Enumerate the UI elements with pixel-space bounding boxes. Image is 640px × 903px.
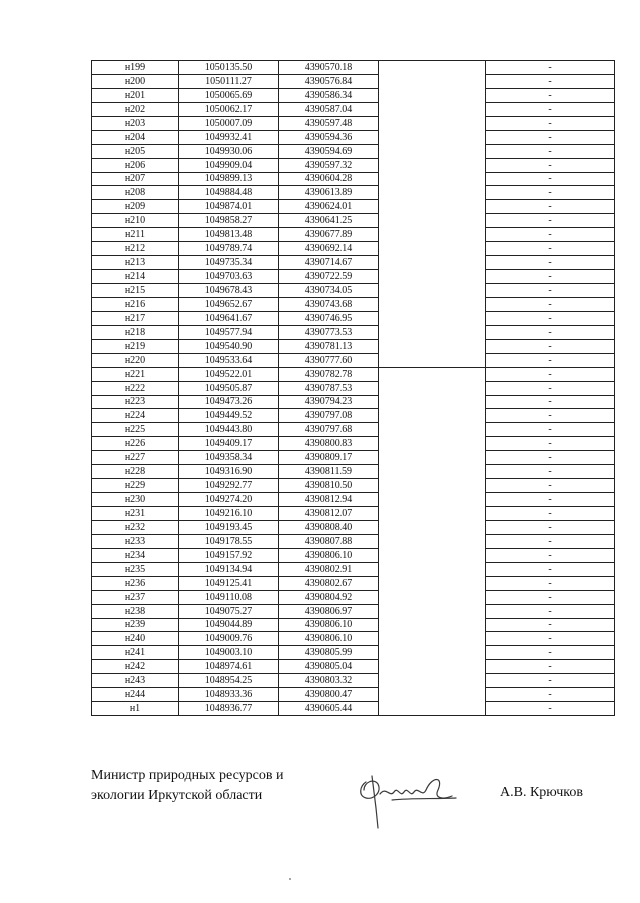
dash-cell: - xyxy=(486,74,615,88)
dash-cell: - xyxy=(486,284,615,298)
y-coordinate-cell: 4390794.23 xyxy=(279,395,379,409)
x-coordinate-cell: 1050007.09 xyxy=(179,116,279,130)
table-row xyxy=(92,702,615,716)
x-coordinate-cell: 1049316.90 xyxy=(179,465,279,479)
dash-cell: - xyxy=(486,437,615,451)
dash-cell: - xyxy=(486,256,615,270)
table-row xyxy=(92,200,615,214)
position-line-2: экологии Иркутской области xyxy=(91,788,263,803)
table-row xyxy=(92,604,615,618)
table-row xyxy=(92,242,615,256)
y-coordinate-cell: 4390605.44 xyxy=(279,702,379,716)
dash-cell: - xyxy=(486,451,615,465)
y-coordinate-cell: 4390781.13 xyxy=(279,339,379,353)
signatory-position xyxy=(91,766,283,806)
signatory-name: А.В. Крючков xyxy=(500,785,583,800)
empty-cell xyxy=(379,325,486,339)
empty-cell xyxy=(379,311,486,325)
y-coordinate-cell: 4390808.40 xyxy=(279,520,379,534)
y-coordinate-cell: 4390811.59 xyxy=(279,465,379,479)
empty-cell xyxy=(379,130,486,144)
y-coordinate-cell: 4390594.36 xyxy=(279,130,379,144)
x-coordinate-cell: 1049044.89 xyxy=(179,618,279,632)
y-coordinate-cell: 4390624.01 xyxy=(279,200,379,214)
y-coordinate-cell: 4390806.10 xyxy=(279,632,379,646)
dash-cell: - xyxy=(486,674,615,688)
table-row xyxy=(92,618,615,632)
x-coordinate-cell: 1049577.94 xyxy=(179,325,279,339)
point-name-cell: н239 xyxy=(92,618,179,632)
table-row xyxy=(92,507,615,521)
point-name-cell: н237 xyxy=(92,590,179,604)
empty-cell xyxy=(379,604,486,618)
coordinates-table-body xyxy=(92,61,615,716)
table-row xyxy=(92,548,615,562)
empty-cell xyxy=(379,395,486,409)
x-coordinate-cell: 1048933.36 xyxy=(179,688,279,702)
table-row xyxy=(92,325,615,339)
y-coordinate-cell: 4390805.04 xyxy=(279,660,379,674)
point-name-cell: н234 xyxy=(92,548,179,562)
dash-cell: - xyxy=(486,381,615,395)
y-coordinate-cell: 4390722.59 xyxy=(279,270,379,284)
table-row xyxy=(92,311,615,325)
table-row xyxy=(92,590,615,604)
y-coordinate-cell: 4390613.89 xyxy=(279,186,379,200)
table-row xyxy=(92,688,615,702)
dash-cell: - xyxy=(486,228,615,242)
point-name-cell: н227 xyxy=(92,451,179,465)
table-row xyxy=(92,367,615,381)
x-coordinate-cell: 1049652.67 xyxy=(179,297,279,311)
point-name-cell: н224 xyxy=(92,409,179,423)
empty-cell xyxy=(379,534,486,548)
table-row xyxy=(92,437,615,451)
y-coordinate-cell: 4390807.88 xyxy=(279,534,379,548)
point-name-cell: н217 xyxy=(92,311,179,325)
dash-cell: - xyxy=(486,242,615,256)
table-row xyxy=(92,660,615,674)
y-coordinate-cell: 4390570.18 xyxy=(279,61,379,75)
x-coordinate-cell: 1050065.69 xyxy=(179,88,279,102)
point-name-cell: н242 xyxy=(92,660,179,674)
dash-cell: - xyxy=(486,116,615,130)
x-coordinate-cell: 1048974.61 xyxy=(179,660,279,674)
y-coordinate-cell: 4390805.99 xyxy=(279,646,379,660)
dash-cell: - xyxy=(486,646,615,660)
table-row xyxy=(92,214,615,228)
x-coordinate-cell: 1049193.45 xyxy=(179,520,279,534)
point-name-cell: н214 xyxy=(92,270,179,284)
empty-cell xyxy=(379,214,486,228)
x-coordinate-cell: 1049443.80 xyxy=(179,423,279,437)
dash-cell: - xyxy=(486,548,615,562)
point-name-cell: н207 xyxy=(92,172,179,186)
dash-cell: - xyxy=(486,688,615,702)
dash-cell: - xyxy=(486,353,615,367)
point-name-cell: н241 xyxy=(92,646,179,660)
empty-cell xyxy=(379,242,486,256)
table-row xyxy=(92,297,615,311)
table-row xyxy=(92,172,615,186)
position-line-1: Министр природных ресурсов и xyxy=(91,768,284,783)
empty-cell xyxy=(379,451,486,465)
y-coordinate-cell: 4390809.17 xyxy=(279,451,379,465)
point-name-cell: н216 xyxy=(92,297,179,311)
y-coordinate-cell: 4390734.05 xyxy=(279,284,379,298)
dash-cell: - xyxy=(486,409,615,423)
point-name-cell: н200 xyxy=(92,74,179,88)
y-coordinate-cell: 4390782.78 xyxy=(279,367,379,381)
empty-cell xyxy=(379,507,486,521)
point-name-cell: н218 xyxy=(92,325,179,339)
dash-cell: - xyxy=(486,520,615,534)
y-coordinate-cell: 4390797.68 xyxy=(279,423,379,437)
point-name-cell: н231 xyxy=(92,507,179,521)
dash-cell: - xyxy=(486,367,615,381)
dash-cell: - xyxy=(486,465,615,479)
point-name-cell: н226 xyxy=(92,437,179,451)
empty-cell xyxy=(379,562,486,576)
empty-cell xyxy=(379,144,486,158)
dash-cell: - xyxy=(486,479,615,493)
table-row xyxy=(92,409,615,423)
table-row xyxy=(92,144,615,158)
x-coordinate-cell: 1049641.67 xyxy=(179,311,279,325)
x-coordinate-cell: 1049813.48 xyxy=(179,228,279,242)
empty-cell xyxy=(379,688,486,702)
empty-cell xyxy=(379,520,486,534)
dash-cell: - xyxy=(486,632,615,646)
empty-cell xyxy=(379,479,486,493)
table-row xyxy=(92,116,615,130)
point-name-cell: н223 xyxy=(92,395,179,409)
point-name-cell: н212 xyxy=(92,242,179,256)
handwritten-signature xyxy=(352,768,462,830)
table-row xyxy=(92,534,615,548)
x-coordinate-cell: 1049216.10 xyxy=(179,507,279,521)
x-coordinate-cell: 1049540.90 xyxy=(179,339,279,353)
table-row xyxy=(92,576,615,590)
y-coordinate-cell: 4390806.97 xyxy=(279,604,379,618)
y-coordinate-cell: 4390797.08 xyxy=(279,409,379,423)
x-coordinate-cell: 1049274.20 xyxy=(179,493,279,507)
point-name-cell: н236 xyxy=(92,576,179,590)
x-coordinate-cell: 1049858.27 xyxy=(179,214,279,228)
y-coordinate-cell: 4390787.53 xyxy=(279,381,379,395)
empty-cell xyxy=(379,646,486,660)
point-name-cell: н221 xyxy=(92,367,179,381)
dash-cell: - xyxy=(486,270,615,284)
table-row xyxy=(92,228,615,242)
point-name-cell: н240 xyxy=(92,632,179,646)
dash-cell: - xyxy=(486,576,615,590)
dash-cell: - xyxy=(486,507,615,521)
dash-cell: - xyxy=(486,158,615,172)
point-name-cell: н244 xyxy=(92,688,179,702)
point-name-cell: н205 xyxy=(92,144,179,158)
table-row xyxy=(92,353,615,367)
empty-cell xyxy=(379,702,486,716)
y-coordinate-cell: 4390803.32 xyxy=(279,674,379,688)
table-row xyxy=(92,158,615,172)
x-coordinate-cell: 1049292.77 xyxy=(179,479,279,493)
x-coordinate-cell: 1049678.43 xyxy=(179,284,279,298)
dash-cell: - xyxy=(486,144,615,158)
x-coordinate-cell: 1049473.26 xyxy=(179,395,279,409)
y-coordinate-cell: 4390773.53 xyxy=(279,325,379,339)
y-coordinate-cell: 4390802.67 xyxy=(279,576,379,590)
table-row xyxy=(92,61,615,75)
point-name-cell: н203 xyxy=(92,116,179,130)
x-coordinate-cell: 1049874.01 xyxy=(179,200,279,214)
dash-cell: - xyxy=(486,186,615,200)
empty-cell xyxy=(379,437,486,451)
x-coordinate-cell: 1049533.64 xyxy=(179,353,279,367)
point-name-cell: н211 xyxy=(92,228,179,242)
dash-cell: - xyxy=(486,339,615,353)
table-row xyxy=(92,130,615,144)
empty-cell xyxy=(379,660,486,674)
empty-cell xyxy=(379,228,486,242)
dash-cell: - xyxy=(486,618,615,632)
dash-cell: - xyxy=(486,395,615,409)
table-row xyxy=(92,562,615,576)
y-coordinate-cell: 4390810.50 xyxy=(279,479,379,493)
point-name-cell: н208 xyxy=(92,186,179,200)
dash-cell: - xyxy=(486,660,615,674)
dash-cell: - xyxy=(486,423,615,437)
empty-cell xyxy=(379,186,486,200)
point-name-cell: н206 xyxy=(92,158,179,172)
y-coordinate-cell: 4390597.32 xyxy=(279,158,379,172)
table-row xyxy=(92,186,615,200)
dash-cell: - xyxy=(486,130,615,144)
table-row xyxy=(92,339,615,353)
x-coordinate-cell: 1049703.63 xyxy=(179,270,279,284)
y-coordinate-cell: 4390800.47 xyxy=(279,688,379,702)
empty-cell xyxy=(379,284,486,298)
coordinates-table xyxy=(91,60,615,716)
table-row xyxy=(92,674,615,688)
table-row xyxy=(92,102,615,116)
table-row xyxy=(92,423,615,437)
x-coordinate-cell: 1049134.94 xyxy=(179,562,279,576)
empty-cell xyxy=(379,618,486,632)
point-name-cell: н235 xyxy=(92,562,179,576)
y-coordinate-cell: 4390692.14 xyxy=(279,242,379,256)
x-coordinate-cell: 1048936.77 xyxy=(179,702,279,716)
x-coordinate-cell: 1049409.17 xyxy=(179,437,279,451)
x-coordinate-cell: 1049909.04 xyxy=(179,158,279,172)
table-row xyxy=(92,451,615,465)
y-coordinate-cell: 4390597.48 xyxy=(279,116,379,130)
empty-cell xyxy=(379,88,486,102)
empty-cell xyxy=(379,200,486,214)
dash-cell: - xyxy=(486,61,615,75)
empty-cell xyxy=(379,576,486,590)
point-name-cell: н202 xyxy=(92,102,179,116)
dash-cell: - xyxy=(486,200,615,214)
empty-cell xyxy=(379,270,486,284)
empty-cell xyxy=(379,548,486,562)
x-coordinate-cell: 1048954.25 xyxy=(179,674,279,688)
point-name-cell: н199 xyxy=(92,61,179,75)
table-row xyxy=(92,465,615,479)
table-row xyxy=(92,74,615,88)
empty-cell xyxy=(379,409,486,423)
x-coordinate-cell: 1050111.27 xyxy=(179,74,279,88)
point-name-cell: н213 xyxy=(92,256,179,270)
x-coordinate-cell: 1049789.74 xyxy=(179,242,279,256)
x-coordinate-cell: 1049125.41 xyxy=(179,576,279,590)
y-coordinate-cell: 4390804.92 xyxy=(279,590,379,604)
table-row xyxy=(92,256,615,270)
empty-cell xyxy=(379,632,486,646)
table-row xyxy=(92,381,615,395)
empty-cell xyxy=(379,381,486,395)
y-coordinate-cell: 4390800.83 xyxy=(279,437,379,451)
dash-cell: - xyxy=(486,325,615,339)
empty-cell xyxy=(379,590,486,604)
empty-cell xyxy=(379,61,486,75)
dash-cell: - xyxy=(486,88,615,102)
point-name-cell: н228 xyxy=(92,465,179,479)
x-coordinate-cell: 1049075.27 xyxy=(179,604,279,618)
y-coordinate-cell: 4390604.28 xyxy=(279,172,379,186)
point-name-cell: н229 xyxy=(92,479,179,493)
table-row xyxy=(92,284,615,298)
y-coordinate-cell: 4390594.69 xyxy=(279,144,379,158)
point-name-cell: н210 xyxy=(92,214,179,228)
y-coordinate-cell: 4390806.10 xyxy=(279,618,379,632)
point-name-cell: н219 xyxy=(92,339,179,353)
point-name-cell: н233 xyxy=(92,534,179,548)
table-row xyxy=(92,632,615,646)
empty-cell xyxy=(379,423,486,437)
x-coordinate-cell: 1049009.76 xyxy=(179,632,279,646)
table-row xyxy=(92,395,615,409)
x-coordinate-cell: 1049178.55 xyxy=(179,534,279,548)
dash-cell: - xyxy=(486,604,615,618)
dash-cell: - xyxy=(486,562,615,576)
point-name-cell: н215 xyxy=(92,284,179,298)
x-coordinate-cell: 1049930.06 xyxy=(179,144,279,158)
y-coordinate-cell: 4390812.94 xyxy=(279,493,379,507)
dash-cell: - xyxy=(486,311,615,325)
point-name-cell: н238 xyxy=(92,604,179,618)
y-coordinate-cell: 4390576.84 xyxy=(279,74,379,88)
x-coordinate-cell: 1050062.17 xyxy=(179,102,279,116)
point-name-cell: н230 xyxy=(92,493,179,507)
table-row xyxy=(92,493,615,507)
dash-cell: - xyxy=(486,214,615,228)
x-coordinate-cell: 1049932.41 xyxy=(179,130,279,144)
empty-cell xyxy=(379,256,486,270)
y-coordinate-cell: 4390743.68 xyxy=(279,297,379,311)
table-row xyxy=(92,646,615,660)
y-coordinate-cell: 4390587.04 xyxy=(279,102,379,116)
x-coordinate-cell: 1049522.01 xyxy=(179,367,279,381)
point-name-cell: н220 xyxy=(92,353,179,367)
point-name-cell: н243 xyxy=(92,674,179,688)
y-coordinate-cell: 4390746.95 xyxy=(279,311,379,325)
dash-cell: - xyxy=(486,102,615,116)
empty-cell xyxy=(379,116,486,130)
empty-cell xyxy=(379,465,486,479)
dash-cell: - xyxy=(486,534,615,548)
x-coordinate-cell: 1049003.10 xyxy=(179,646,279,660)
point-name-cell: н232 xyxy=(92,520,179,534)
scan-speck xyxy=(289,878,291,880)
dash-cell: - xyxy=(486,297,615,311)
point-name-cell: н204 xyxy=(92,130,179,144)
table-row xyxy=(92,88,615,102)
empty-cell xyxy=(379,74,486,88)
x-coordinate-cell: 1049884.48 xyxy=(179,186,279,200)
empty-cell xyxy=(379,102,486,116)
y-coordinate-cell: 4390812.07 xyxy=(279,507,379,521)
empty-cell xyxy=(379,297,486,311)
x-coordinate-cell: 1050135.50 xyxy=(179,61,279,75)
x-coordinate-cell: 1049358.34 xyxy=(179,451,279,465)
empty-cell xyxy=(379,674,486,688)
point-name-cell: н201 xyxy=(92,88,179,102)
empty-cell xyxy=(379,172,486,186)
x-coordinate-cell: 1049449.52 xyxy=(179,409,279,423)
table-row xyxy=(92,479,615,493)
x-coordinate-cell: 1049505.87 xyxy=(179,381,279,395)
point-name-cell: н1 xyxy=(92,702,179,716)
table-row xyxy=(92,520,615,534)
point-name-cell: н222 xyxy=(92,381,179,395)
x-coordinate-cell: 1049157.92 xyxy=(179,548,279,562)
empty-cell xyxy=(379,493,486,507)
y-coordinate-cell: 4390802.91 xyxy=(279,562,379,576)
y-coordinate-cell: 4390714.67 xyxy=(279,256,379,270)
point-name-cell: н225 xyxy=(92,423,179,437)
y-coordinate-cell: 4390586.34 xyxy=(279,88,379,102)
empty-cell xyxy=(379,158,486,172)
empty-cell xyxy=(379,353,486,367)
empty-cell xyxy=(379,339,486,353)
y-coordinate-cell: 4390641.25 xyxy=(279,214,379,228)
empty-cell xyxy=(379,367,486,381)
x-coordinate-cell: 1049110.08 xyxy=(179,590,279,604)
dash-cell: - xyxy=(486,702,615,716)
dash-cell: - xyxy=(486,172,615,186)
table-row xyxy=(92,270,615,284)
dash-cell: - xyxy=(486,590,615,604)
y-coordinate-cell: 4390777.60 xyxy=(279,353,379,367)
y-coordinate-cell: 4390806.10 xyxy=(279,548,379,562)
x-coordinate-cell: 1049899.13 xyxy=(179,172,279,186)
x-coordinate-cell: 1049735.34 xyxy=(179,256,279,270)
point-name-cell: н209 xyxy=(92,200,179,214)
y-coordinate-cell: 4390677.89 xyxy=(279,228,379,242)
dash-cell: - xyxy=(486,493,615,507)
